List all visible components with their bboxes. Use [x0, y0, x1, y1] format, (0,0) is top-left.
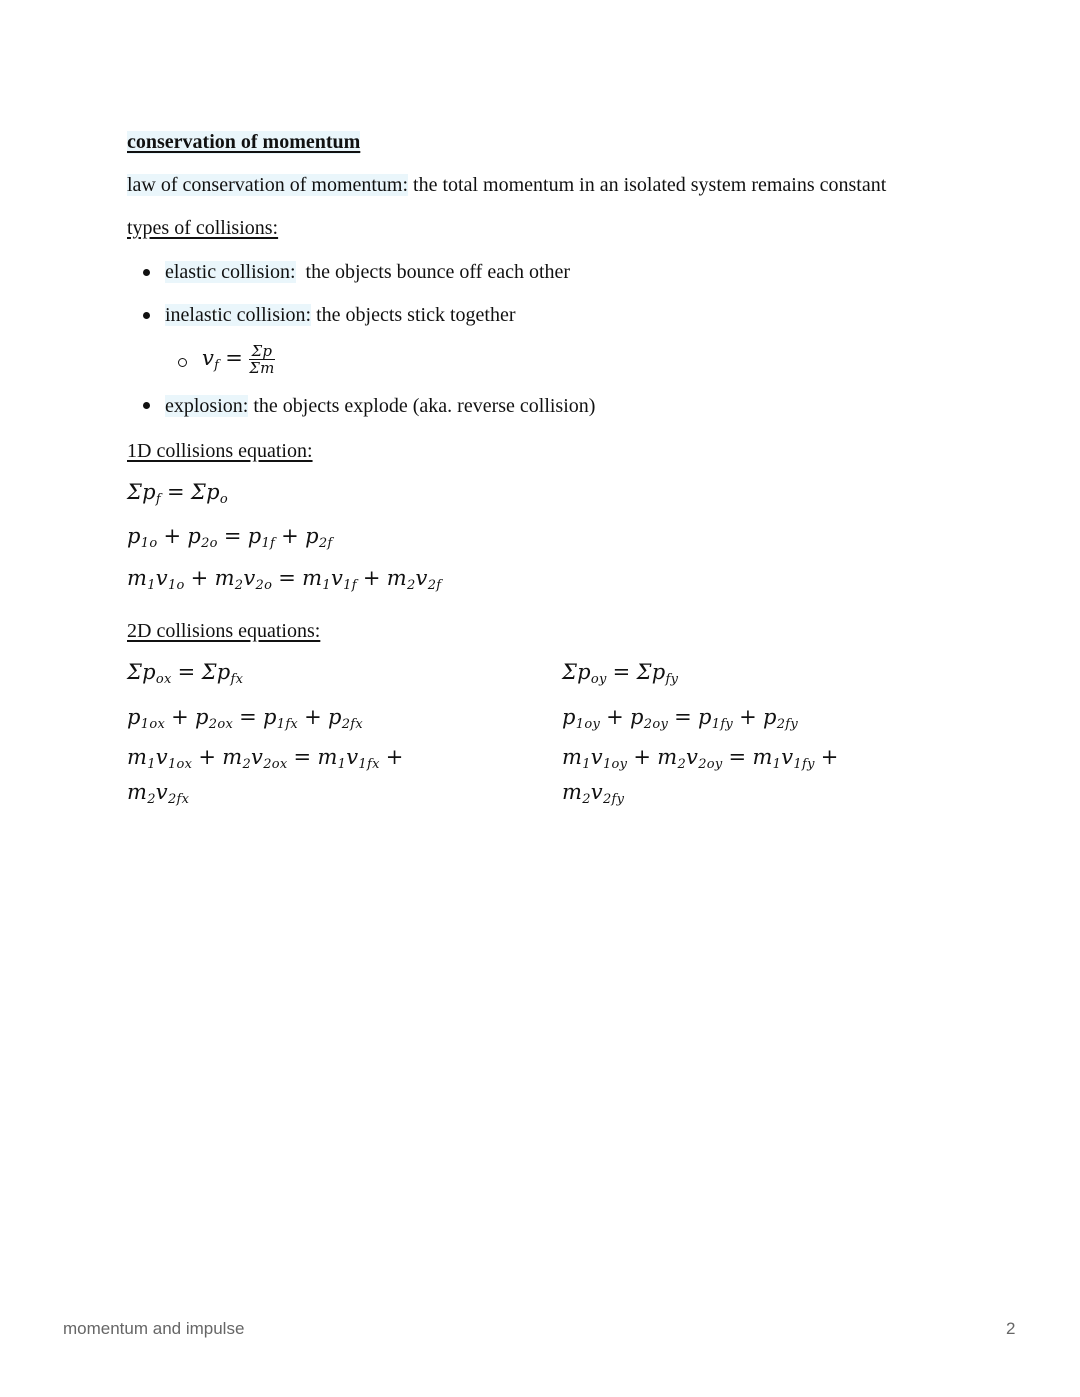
- list-item-inelastic: [165, 304, 515, 327]
- collision-definition: the objects bounce off each other: [295, 261, 571, 283]
- section-title: conservation of momentum: [127, 131, 361, 153]
- collision-term: explosion:: [165, 395, 249, 417]
- twod-x-equation: $\Sigma p_{ox} = \Sigma p_{fx}$: [127, 660, 244, 687]
- twod-y-equation: $m_1v_{1oy} + m_2v_{2oy} = m_1v_{1fy}$ +: [562, 745, 839, 772]
- oned-equation: $m_1v_{1o} + m_2v_{2o} = m_1v_{1f} + m_2v_{2f}$: [127, 566, 442, 593]
- page-number: 2: [1006, 1319, 1016, 1338]
- twod-y-equation: $\Sigma p_{oy} = \Sigma p_{fy}$: [562, 660, 679, 687]
- twod-y-equation: $p_{1oy} + p_{2oy} = p_{1fy} + p_{2fy}$: [562, 705, 799, 732]
- list-item-elastic: [165, 261, 570, 284]
- collision-definition: the objects stick together: [311, 304, 516, 326]
- twod-heading: 2D collisions equations:: [127, 620, 321, 642]
- twod-x-equation: $m_1v_{1ox} + m_2v_{2ox} = m_1v_{1fx}$ +: [127, 745, 404, 772]
- law-definition: [127, 174, 886, 197]
- law-text: the total momentum in an isolated system remains constant: [408, 174, 887, 196]
- list-item-explosion: [165, 395, 595, 418]
- twod-x-equation: $m_2v_{2fx}$: [127, 780, 190, 807]
- oned-equation: $\Sigma p_f = \Sigma p_o$: [127, 480, 228, 507]
- footer-title: momentum and impulse: [63, 1319, 245, 1338]
- oned-equation: $p_{1o} + p_{2o} = p_{1f} + p_{2f}$: [127, 524, 333, 551]
- bullet-dot: [143, 269, 150, 276]
- collision-definition: the objects explode (aka. reverse collision): [248, 395, 596, 417]
- types-heading: types of collisions:: [127, 217, 279, 239]
- oned-heading: 1D collisions equation:: [127, 440, 313, 462]
- bullet-dot: [143, 402, 150, 409]
- twod-x-equation: $p_{1ox} + p_{2ox} = p_{1fx} + p_{2fx}$: [127, 705, 364, 732]
- sub-bullet-circle: [178, 358, 187, 367]
- twod-y-equation: $m_2v_{2fy}$: [562, 780, 625, 807]
- collision-term: inelastic collision:: [165, 304, 312, 326]
- inelastic-velocity-formula: $v_f$ = $\frac{\Sigma p}{\Sigma m}$: [202, 342, 275, 377]
- bullet-dot: [143, 312, 150, 319]
- collision-term: elastic collision:: [165, 261, 296, 283]
- law-term: law of conservation of momentum:: [127, 174, 409, 196]
